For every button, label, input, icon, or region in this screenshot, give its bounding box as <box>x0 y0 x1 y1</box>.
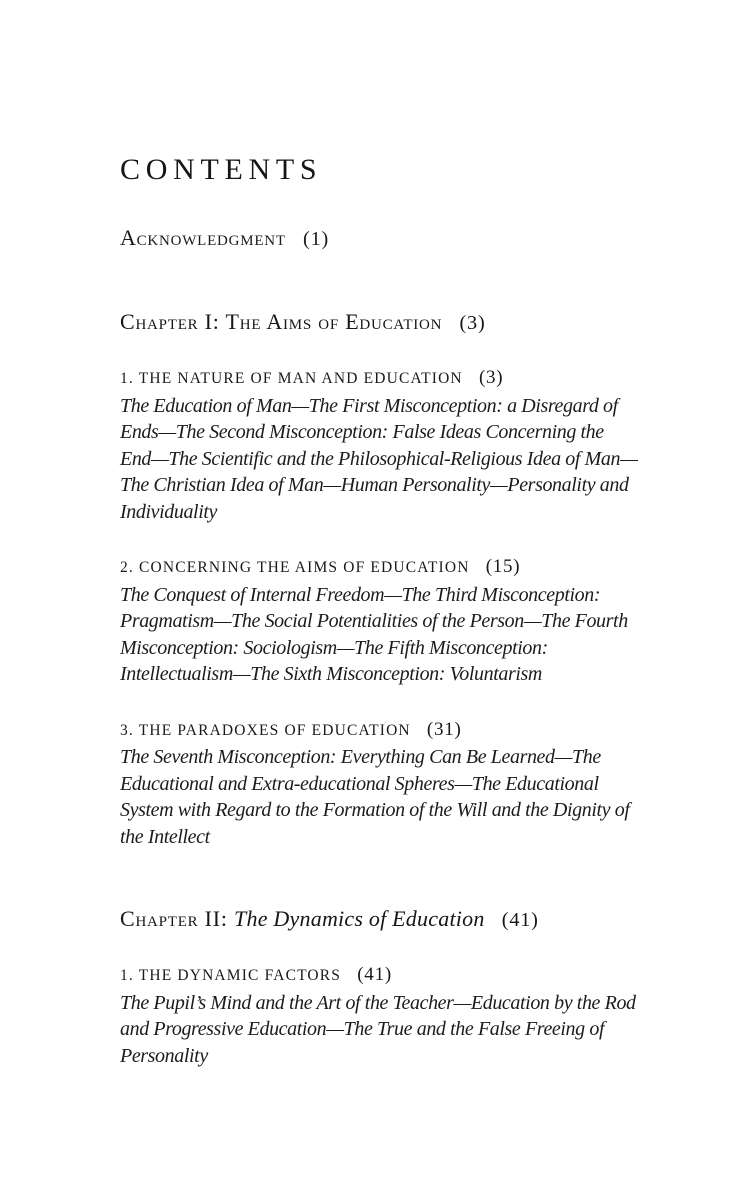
section-page-number: (41) <box>357 964 392 985</box>
section-heading-text: 2. CONCERNING THE AIMS OF EDUCATION <box>120 559 470 576</box>
section-page-number: (31) <box>426 718 462 740</box>
section-heading-text: 1. THE NATURE OF MAN AND EDUCATION <box>120 370 463 387</box>
chapter-sections <box>120 961 638 1069</box>
chapter-page-number: (3) <box>459 312 486 334</box>
chapter-heading <box>120 307 638 338</box>
chapter-sections <box>120 364 638 850</box>
section-heading <box>120 961 638 990</box>
page-title: CONTENTS <box>120 153 323 186</box>
chapter-title: The Dynamics of Education <box>234 906 485 931</box>
section-summary: The Pupil’s Mind and the Art of the Teacher—Education by the Rod and Progressive Education—The True and the False Freeing of Personality <box>120 991 636 1067</box>
chapter-block <box>120 307 638 850</box>
frontmatter-entry <box>120 224 638 253</box>
section-heading <box>120 364 638 393</box>
section-heading <box>120 716 638 745</box>
section-block <box>120 553 638 688</box>
section-heading-text: 3. THE PARADOXES OF EDUCATION <box>120 721 411 739</box>
chapter-prefix: Chapter I: <box>120 309 226 334</box>
section-block <box>120 364 638 525</box>
section-summary: The Seventh Misconception: Everything Can Be Learned—The Educational and Extra-educational Spheres—The Educational System with Regard to the Formation of the Will and the Dignity of the Intellect <box>120 746 630 848</box>
section-heading-text: 1. THE DYNAMIC FACTORS <box>120 967 342 984</box>
chapter-page-number: (41) <box>501 909 539 931</box>
section-summary: The Conquest of Internal Freedom—The Third Misconception: Pragmatism—The Social Potentialities of the Person—The Fourth Misconception: Sociologism—The Fifth Misconception: Intellectualism—The Sixth Misconception: Voluntarism <box>120 583 628 685</box>
chapter-prefix: Chapter II: <box>120 906 235 931</box>
chapter-title: The Aims of Education <box>225 309 443 334</box>
chapter-block <box>120 904 638 1069</box>
section-page-number: (3) <box>478 367 504 388</box>
section-block <box>120 716 638 851</box>
toc-list <box>120 307 638 1069</box>
chapter-heading <box>120 904 638 935</box>
section-block <box>120 961 638 1069</box>
section-heading <box>120 553 638 582</box>
frontmatter-page-number: (1) <box>303 228 330 250</box>
section-summary: The Education of Man—The First Misconception: a Disregard of Ends—The Second Misconception: False Ideas Concerning the End—The Scientific and the Philosophical-Religious Idea of Man—The Christian Idea of Man—Human Personality—Personality and Individuality <box>120 394 638 523</box>
section-page-number: (15) <box>485 556 521 577</box>
frontmatter-label: Acknowledgment <box>120 225 286 250</box>
